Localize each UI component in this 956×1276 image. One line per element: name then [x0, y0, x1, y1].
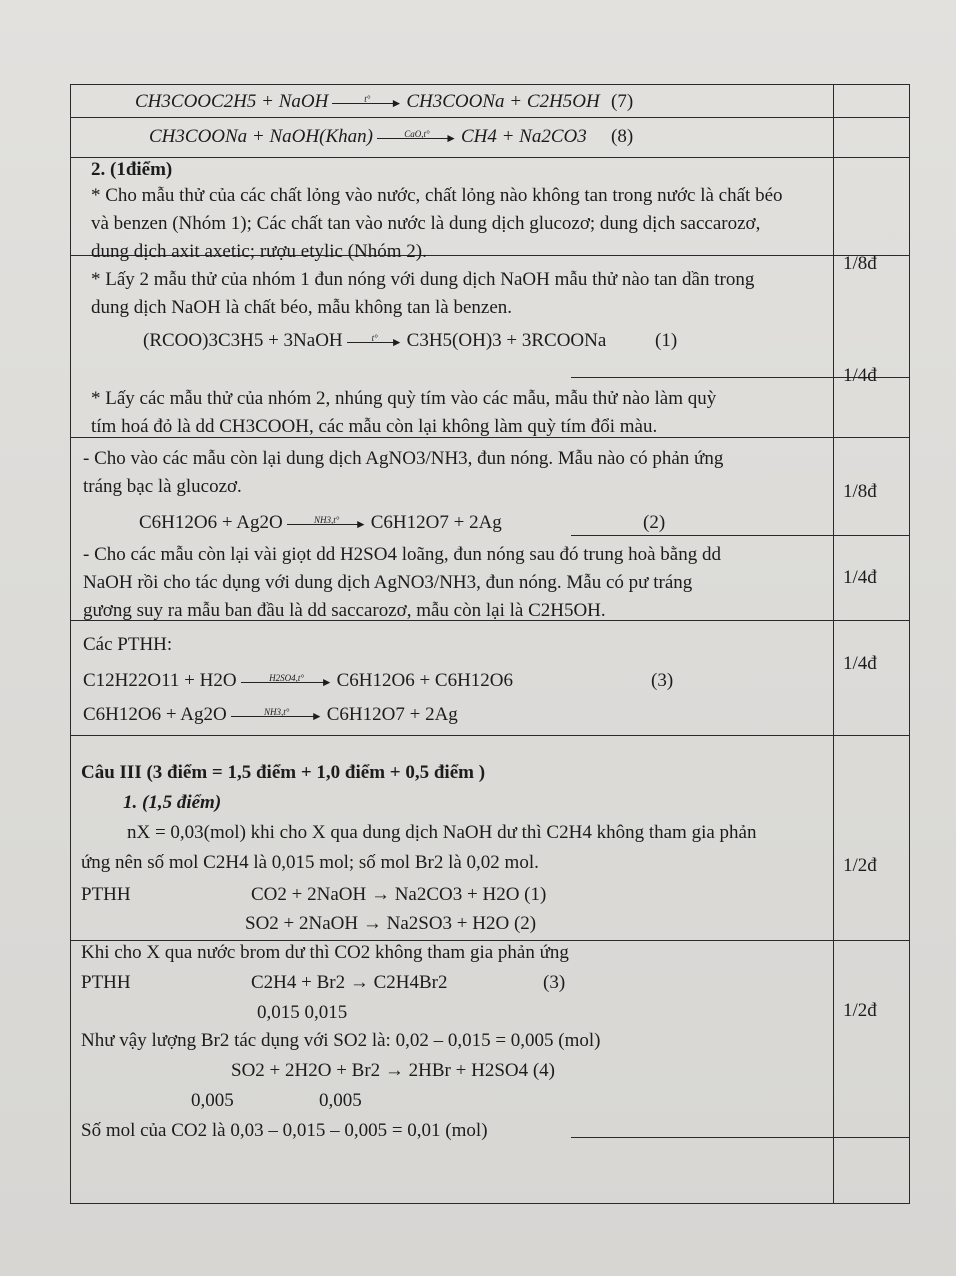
row-divider — [71, 117, 909, 118]
equation-c: C2H4 + Br2 → C2H4Br2 — [251, 972, 448, 993]
equation-2 — [139, 511, 502, 535]
paragraph-line: ứng nên số mol C2H4 là 0,015 mol; số mol Br2 là 0,02 mol. — [81, 852, 539, 873]
equation-d: SO2 + 2H2O + Br2 → 2HBr + H2SO4 (4) — [231, 1060, 556, 1081]
paragraph-line: và benzen (Nhóm 1); Các chất tan vào nước là dung dịch glucozơ; dung dịch saccarozơ, — [91, 213, 761, 234]
paragraph-line: Khi cho X qua nước brom dư thì CO2 không tham gia phản ứng — [81, 942, 569, 963]
reaction-arrow: ► NH3,t° — [287, 518, 367, 530]
equation-1-condition: t° — [371, 332, 378, 343]
answer-table — [70, 84, 910, 1204]
equation-3-lhs: C12H22O11 + H2O — [83, 670, 237, 691]
score-value: 1/2đ — [843, 1000, 877, 1021]
section-heading-part-3 — [81, 761, 485, 785]
paragraph-line: dung dịch axit axetic; rượu etylic (Nhóm 2). — [91, 241, 427, 262]
score-value: 1/4đ — [843, 567, 877, 588]
mole-value: 0,005 — [319, 1090, 362, 1111]
equation-3-condition: H2SO4,t° — [269, 672, 304, 683]
reaction-8-condition: CaO,t° — [404, 128, 430, 139]
row-divider — [71, 157, 909, 158]
reaction-arrow: ► t° — [332, 97, 402, 109]
pthh-label: Các PTHH: — [83, 634, 173, 655]
equation-3-number: (3) — [651, 670, 674, 691]
equation-1-rhs: C3H5(OH)3 + 3RCOONa — [406, 330, 607, 351]
paragraph-line: tím hoá đỏ là dd CH3COOH, các mẫu còn lại không làm quỳ tím đổi màu. — [91, 416, 658, 437]
reaction-arrow: ► t° — [347, 336, 403, 348]
equation-1 — [143, 329, 606, 353]
equation-c-number: (3) — [543, 972, 566, 993]
equation-2-rhs: C6H12O7 + 2Ag — [370, 512, 502, 533]
score-column-divider — [833, 85, 834, 1203]
equation-4-condition: NH3,t° — [264, 706, 290, 717]
reaction-8-rhs: CH4 + Na2CO3 — [460, 126, 587, 147]
pthh-label: PTHH — [81, 972, 131, 993]
reaction-7-lhs: CH3COOC2H5 + NaOH — [135, 91, 329, 112]
paragraph-line: gương suy ra mẫu ban đầu là dd saccarozơ, mẫu còn lại là C2H5OH. — [83, 600, 606, 621]
paragraph-line: dung dịch NaOH là chất béo, mẫu không tan là benzen. — [91, 297, 513, 318]
paragraph-line: - Cho các mẫu còn lại vài giọt dd H2SO4 loãng, đun nóng sau đó trung hoà bằng dd — [83, 544, 721, 565]
equation-2-number: (2) — [643, 512, 666, 533]
equation-4 — [83, 703, 458, 727]
score-value: 1/4đ — [843, 365, 877, 386]
section-heading-text: Câu III (3 điểm = 1,5 điểm + 1,0 điểm + 0,5 điểm ) — [81, 762, 486, 783]
paragraph-line: - Cho vào các mẫu còn lại dung dịch AgNO3/NH3, đun nóng. Mẫu nào có phản ứng — [83, 448, 724, 469]
paragraph-line: NaOH rồi cho tác dụng với dung dịch AgNO3/NH3, đun nóng. Mẫu có pư tráng — [83, 572, 693, 593]
reaction-7-rhs: CH3COONa + C2H5OH — [406, 91, 600, 112]
row-divider — [571, 535, 909, 536]
reaction-7-number: (7) — [611, 91, 634, 112]
reaction-8-number: (8) — [611, 126, 634, 147]
score-value: 1/2đ — [843, 855, 877, 876]
equation-b: SO2 + 2NaOH → Na2SO3 + H2O (2) — [245, 913, 537, 934]
paragraph-line: tráng bạc là glucozơ. — [83, 476, 242, 497]
equation-a: CO2 + 2NaOH → Na2CO3 + H2O (1) — [251, 884, 547, 905]
pthh-label: PTHH — [81, 884, 131, 905]
reaction-7-condition: t° — [364, 93, 371, 104]
reaction-8 — [149, 125, 587, 149]
reaction-arrow: ► H2SO4,t° — [241, 676, 333, 688]
equation-4-lhs: C6H12O6 + Ag2O — [83, 704, 227, 725]
equation-1-number: (1) — [655, 330, 678, 351]
paragraph-line: nX = 0,03(mol) khi cho X qua dung dịch NaOH dư thì C2H4 không tham gia phản — [127, 822, 757, 843]
reaction-arrow: ► NH3,t° — [231, 710, 323, 722]
reaction-8-lhs: CH3COONa + NaOH(Khan) — [149, 126, 373, 147]
score-value: 1/8đ — [843, 481, 877, 502]
equation-2-lhs: C6H12O6 + Ag2O — [139, 512, 283, 533]
equation-3-rhs: C6H12O6 + C6H12O6 — [336, 670, 514, 691]
equation-2-condition: NH3,t° — [314, 514, 340, 525]
subsection-heading: 1. (1,5 điểm) — [123, 792, 222, 813]
reaction-arrow: ► CaO,t° — [377, 132, 457, 144]
reaction-7 — [135, 90, 600, 114]
row-divider — [571, 1137, 909, 1138]
score-value: 1/4đ — [843, 653, 877, 674]
paragraph-line: Như vậy lượng Br2 tác dụng với SO2 là: 0,02 – 0,015 = 0,005 (mol) — [81, 1030, 601, 1051]
section-divider — [71, 735, 909, 736]
equation-1-lhs: (RCOO)3C3H5 + 3NaOH — [143, 330, 343, 351]
paragraph-line: * Lấy 2 mẫu thử của nhóm 1 đun nóng với dung dịch NaOH mẫu thử nào tan dần trong — [91, 269, 755, 290]
mole-values: 0,015 0,015 — [257, 1002, 348, 1023]
mole-value: 0,005 — [191, 1090, 234, 1111]
paragraph-line: Số mol của CO2 là 0,03 – 0,015 – 0,005 = 0,01 (mol) — [81, 1120, 488, 1141]
equation-3 — [83, 669, 513, 693]
equation-4-rhs: C6H12O7 + 2Ag — [326, 704, 458, 725]
paragraph-line: * Lấy các mẫu thử của nhóm 2, nhúng quỳ tím vào các mẫu, mẫu thử nào làm quỳ — [91, 388, 717, 409]
paragraph-line: * Cho mẫu thử của các chất lỏng vào nước, chất lỏng nào không tan trong nước là chất béo — [91, 185, 783, 206]
score-value: 1/8đ — [843, 253, 877, 274]
section-heading-part-2: 2. (1điểm) — [91, 159, 173, 180]
